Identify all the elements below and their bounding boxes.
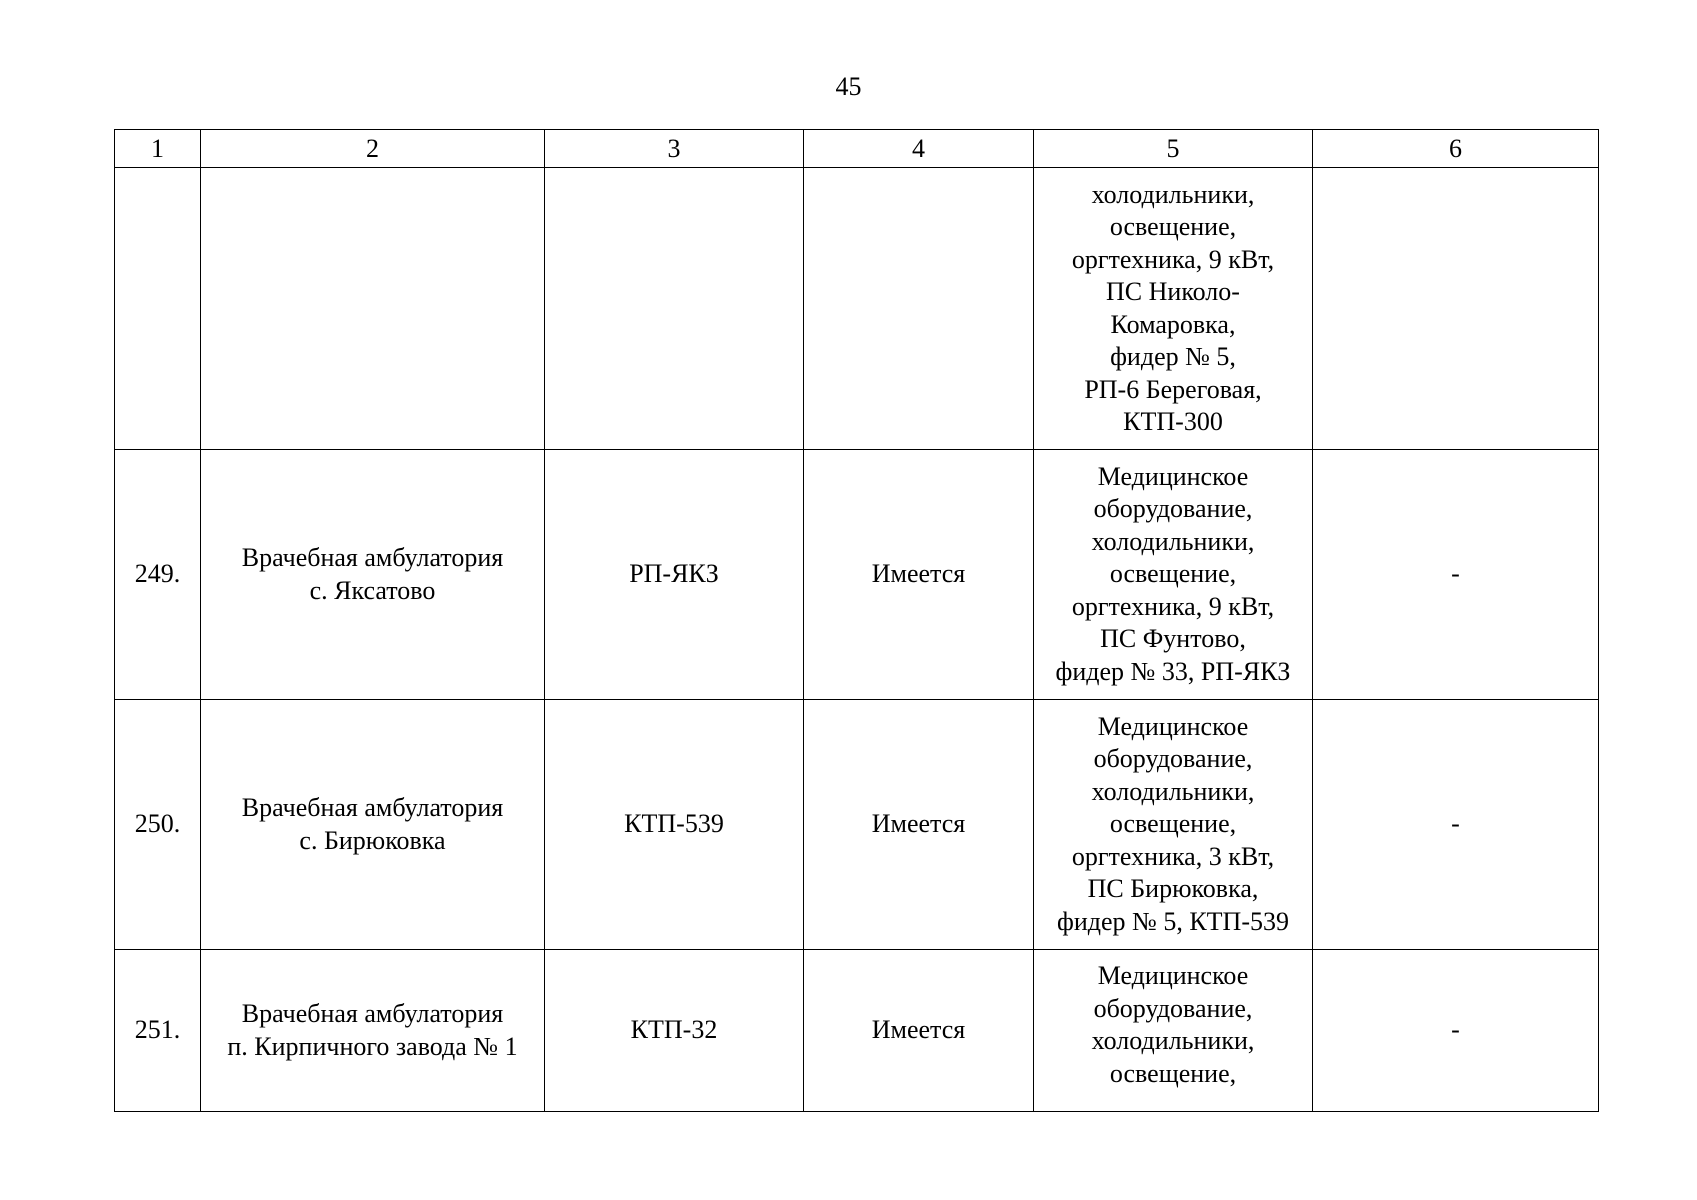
power-source-cell: КТП-32 (545, 950, 804, 1112)
load-line: Медицинское (1097, 961, 1249, 990)
power-source-cell (545, 168, 804, 450)
load-description-cell (1034, 700, 1313, 950)
load-line: оборудование, (1093, 993, 1253, 1023)
load-line: холодильники, (1091, 526, 1255, 556)
facility-name-cell (201, 450, 545, 700)
note-cell: - (1313, 950, 1599, 1112)
column-number-header: 6 (1313, 130, 1599, 168)
availability-cell: Имеется (804, 700, 1034, 950)
note-cell: - (1313, 450, 1599, 700)
power-source-cell: КТП-539 (545, 700, 804, 950)
load-line: освещение, (1109, 559, 1237, 589)
load-line: оборудование, (1093, 494, 1253, 524)
column-number-header: 5 (1034, 130, 1313, 168)
table-row (115, 950, 1599, 1112)
table-row (115, 450, 1599, 700)
load-description-cell (1034, 168, 1313, 450)
facility-name-line: с. Бирюковка (299, 825, 446, 855)
load-description-cell (1034, 950, 1313, 1112)
availability-cell: Имеется (804, 450, 1034, 700)
page-number: 45 (835, 72, 862, 101)
load-line: ПС Николо- (1106, 277, 1240, 306)
load-line: фидер № 33, РП-ЯКЗ (1055, 656, 1291, 686)
load-line: Медицинское (1097, 711, 1249, 741)
load-line: оргтехника, 3 кВт, (1071, 841, 1275, 871)
load-line: фидер № 5, (1110, 342, 1236, 371)
load-line: оргтехника, 9 кВт, (1071, 591, 1275, 621)
load-line: КТП-300 (1123, 407, 1223, 436)
load-line: оргтехника, 9 кВт, (1071, 244, 1275, 274)
load-line: освещение, (1109, 212, 1237, 241)
row-number-cell (115, 168, 201, 450)
facility-name-line: Врачебная амбулатория (241, 543, 504, 572)
load-line: фидер № 5, КТП-539 (1057, 906, 1289, 936)
table-header-row (115, 130, 1599, 168)
load-line: холодильники, (1091, 776, 1255, 806)
availability-cell: Имеется (804, 950, 1034, 1112)
facility-name-cell (201, 700, 545, 950)
facility-name-line: п. Кирпичного завода № 1 (227, 1031, 518, 1061)
facility-name-cell (201, 168, 545, 450)
load-line: Медицинское (1097, 461, 1249, 491)
row-number-cell: 249. (115, 450, 201, 700)
facility-name-line: Врачебная амбулатория (241, 793, 504, 822)
load-line: освещение, (1109, 1058, 1237, 1088)
column-number-header: 4 (804, 130, 1034, 168)
column-number-header: 3 (545, 130, 804, 168)
facility-name-line: Врачебная амбулатория (241, 999, 504, 1028)
load-line: оборудование, (1093, 744, 1253, 774)
load-line: освещение, (1109, 809, 1237, 839)
row-number-cell: 251. (115, 950, 201, 1112)
load-line: ПС Бирюковка, (1087, 874, 1259, 904)
data-table (114, 129, 1599, 1112)
column-number-header: 2 (201, 130, 545, 168)
load-line: Комаровка, (1110, 309, 1236, 339)
availability-cell (804, 168, 1034, 450)
facility-name-line: с. Яксатово (309, 575, 436, 605)
load-line: холодильники, (1091, 1026, 1255, 1055)
note-cell: - (1313, 700, 1599, 950)
column-number-header: 1 (115, 130, 201, 168)
row-number-cell: 250. (115, 700, 201, 950)
load-line: холодильники, (1091, 179, 1255, 209)
table-row (115, 700, 1599, 950)
load-line: ПС Фунтово, (1100, 624, 1246, 654)
power-source-cell: РП-ЯКЗ (545, 450, 804, 700)
load-description-cell (1034, 450, 1313, 700)
load-line: РП-6 Береговая, (1084, 374, 1262, 404)
table-row (115, 168, 1599, 450)
note-cell (1313, 168, 1599, 450)
facility-name-cell (201, 950, 545, 1112)
